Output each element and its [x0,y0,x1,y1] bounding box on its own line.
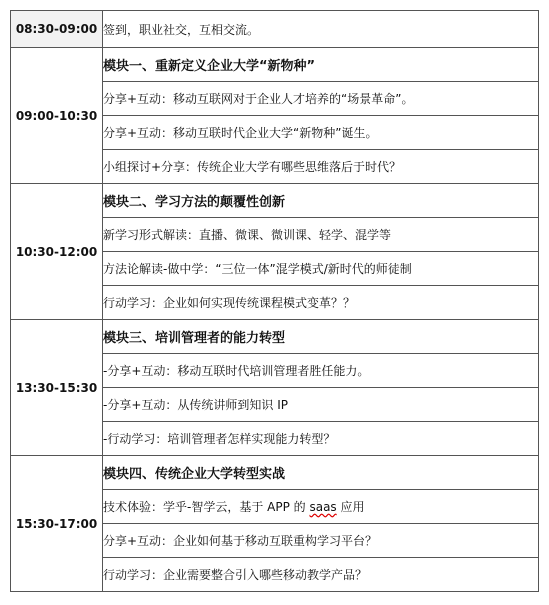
time-cell: 15:30-17:00 [11,456,103,592]
time-cell: 09:00-10:30 [11,48,103,184]
table-row [11,184,539,218]
table-row [11,11,539,48]
agenda-item [103,490,539,524]
agenda-item: 新学习形式解读：直播、微课、微训课、轻学、混学等 [103,218,539,252]
agenda-text: 应用 [336,500,365,514]
agenda-item: 方法论解读-做中学：“三位一体”混学模式/新时代的师徒制 [103,252,539,286]
agenda-item: 小组探讨+分享：传统企业大学有哪些思维落后于时代？ [103,150,539,184]
agenda-item: 分享+互动：移动互联网对于企业人才培养的“场景革命”。 [103,82,539,116]
agenda-item: 签到，职业社交，互相交流。 [103,11,539,48]
time-cell: 08:30-09:00 [11,11,103,48]
agenda-item: -分享+互动：从传统讲师到知识 IP [103,388,539,422]
agenda-item: 分享+互动：移动互联时代企业大学“新物种”诞生。 [103,116,539,150]
module-heading: 模块一、重新定义企业大学“新物种” [103,48,539,82]
module-heading: 模块四、传统企业大学转型实战 [103,456,539,490]
table-row [11,320,539,354]
time-cell: 13:30-15:30 [11,320,103,456]
module-heading: 模块三、培训管理者的能力转型 [103,320,539,354]
spellcheck-marked-word: saas [309,500,337,514]
agenda-item: -行动学习：培训管理者怎样实现能力转型？ [103,422,539,456]
agenda-item: 行动学习：企业如何实现传统课程模式变革？？ [103,286,539,320]
table-row [11,48,539,82]
table-row [11,456,539,490]
agenda-text: 技术体验：学乎-智学云，基于 APP 的 [103,500,310,514]
time-cell: 10:30-12:00 [11,184,103,320]
module-heading: 模块二、学习方法的颠覆性创新 [103,184,539,218]
agenda-item: 分享+互动：企业如何基于移动互联重构学习平台？ [103,524,539,558]
agenda-item: 行动学习：企业需要整合引入哪些移动教学产品？ [103,558,539,592]
agenda-item: -分享+互动：移动互联时代培训管理者胜任能力。 [103,354,539,388]
schedule-table [10,10,539,592]
